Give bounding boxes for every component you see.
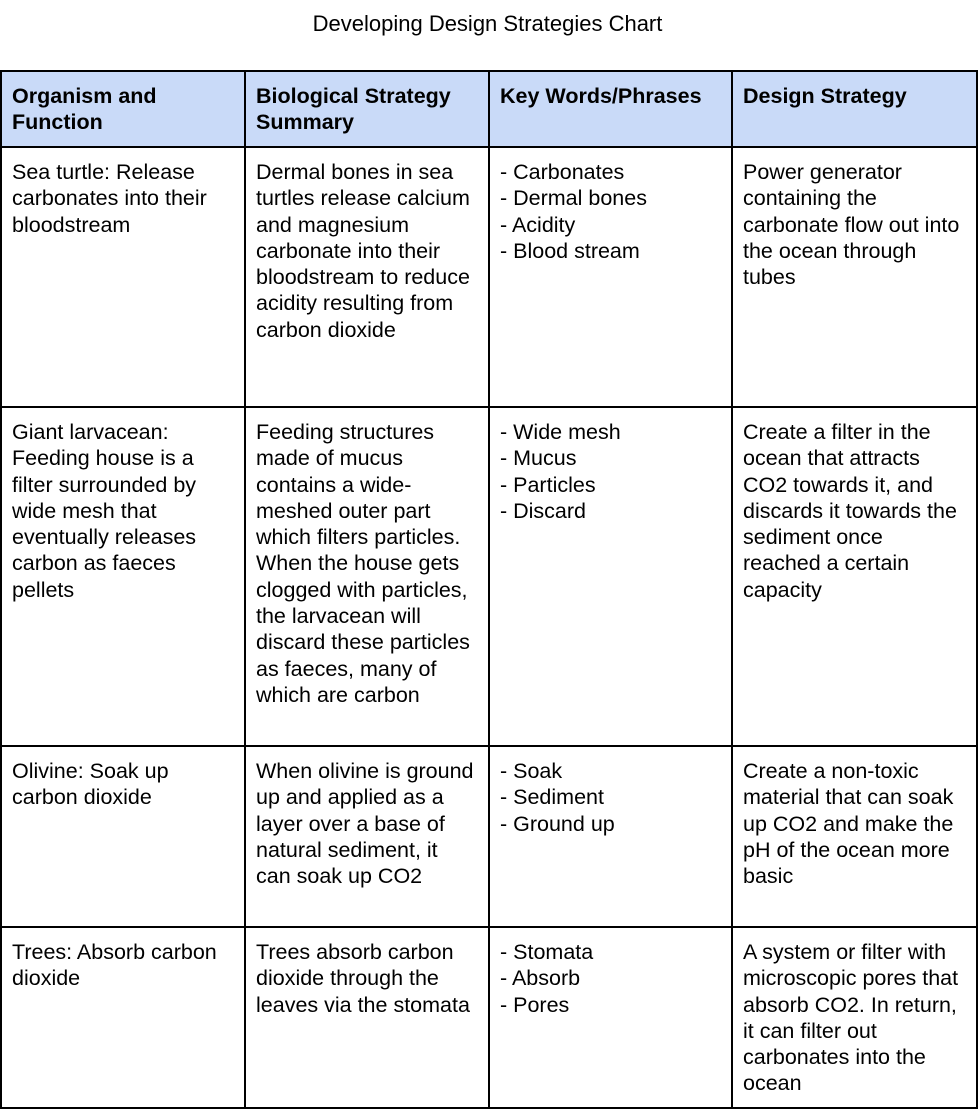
organism-cell <box>1 147 245 407</box>
organism-text: Trees: Absorb carbon dioxide <box>12 940 217 991</box>
keywords-text: - Soak - Sediment - Ground up <box>500 759 615 836</box>
organism-cell <box>1 746 245 927</box>
table-row <box>1 746 977 927</box>
table-row <box>1 147 977 407</box>
design-strategy-cell <box>732 147 977 407</box>
table-row <box>1 407 977 746</box>
page-title: Developing Design Strategies Chart <box>312 11 663 36</box>
organism-text: Sea turtle: Release carbonates into their bloodstream <box>12 160 207 237</box>
keywords-cell <box>489 147 732 407</box>
organism-cell <box>1 407 245 746</box>
summary-text: Dermal bones in sea turtles release calcium and magnesium carbonate into their bloodstream to reduce acidity resulting from carbon dioxide <box>256 160 470 342</box>
design-strategy-text: Create a non-toxic material that can soak up CO2 and make the pH of the ocean more basic <box>743 759 954 889</box>
design-strategy-text: Power generator containing the carbonate flow out into the ocean through tubes <box>743 160 960 290</box>
summary-text: Trees absorb carbon dioxide through the leaves via the stomata <box>256 940 470 1017</box>
summary-cell <box>245 147 489 407</box>
keywords-cell <box>489 927 732 1108</box>
organism-text: Olivine: Soak up carbon dioxide <box>12 759 169 810</box>
summary-cell <box>245 927 489 1108</box>
summary-text: Feeding structures made of mucus contains a wide-meshed outer part which filters particles. When the house gets clogged with particles, the larvacean will discard these particles as faeces, many of which are carbon <box>256 420 470 707</box>
keywords-cell <box>489 407 732 746</box>
header-design-strategy: Design Strategy <box>732 71 977 147</box>
design-strategy-cell <box>732 927 977 1108</box>
organism-cell <box>1 927 245 1108</box>
summary-text: When olivine is ground up and applied as a layer over a base of natural sediment, it can soak up CO2 <box>256 759 474 889</box>
design-strategy-cell <box>732 407 977 746</box>
design-strategies-table <box>0 70 978 1109</box>
organism-text: Giant larvacean: Feeding house is a filter surrounded by wide mesh that eventually releases carbon as faeces pellets <box>12 420 197 602</box>
keywords-cell <box>489 746 732 927</box>
summary-cell <box>245 746 489 927</box>
design-strategy-text: Create a filter in the ocean that attracts CO2 towards it, and discards it towards the sediment once reached a certain capacity <box>743 420 957 602</box>
keywords-text: - Stomata - Absorb - Pores <box>500 940 594 1017</box>
design-strategy-cell <box>732 746 977 927</box>
header-biological-strategy-summary: Biological Strategy Summary <box>245 71 489 147</box>
keywords-text: - Wide mesh - Mucus - Particles - Discard <box>500 420 621 523</box>
table-header-row <box>1 71 977 147</box>
keywords-text: - Carbonates - Dermal bones - Acidity - Blood stream <box>500 160 647 263</box>
table-row <box>1 927 977 1108</box>
design-strategy-text: A system or filter with microscopic pores that absorb CO2. In return, it can filter out carbonates into the ocean <box>743 940 959 1096</box>
summary-cell <box>245 407 489 746</box>
header-key-words-phrases: Key Words/Phrases <box>489 71 732 147</box>
header-organism-and-function: Organism and Function <box>1 71 245 147</box>
